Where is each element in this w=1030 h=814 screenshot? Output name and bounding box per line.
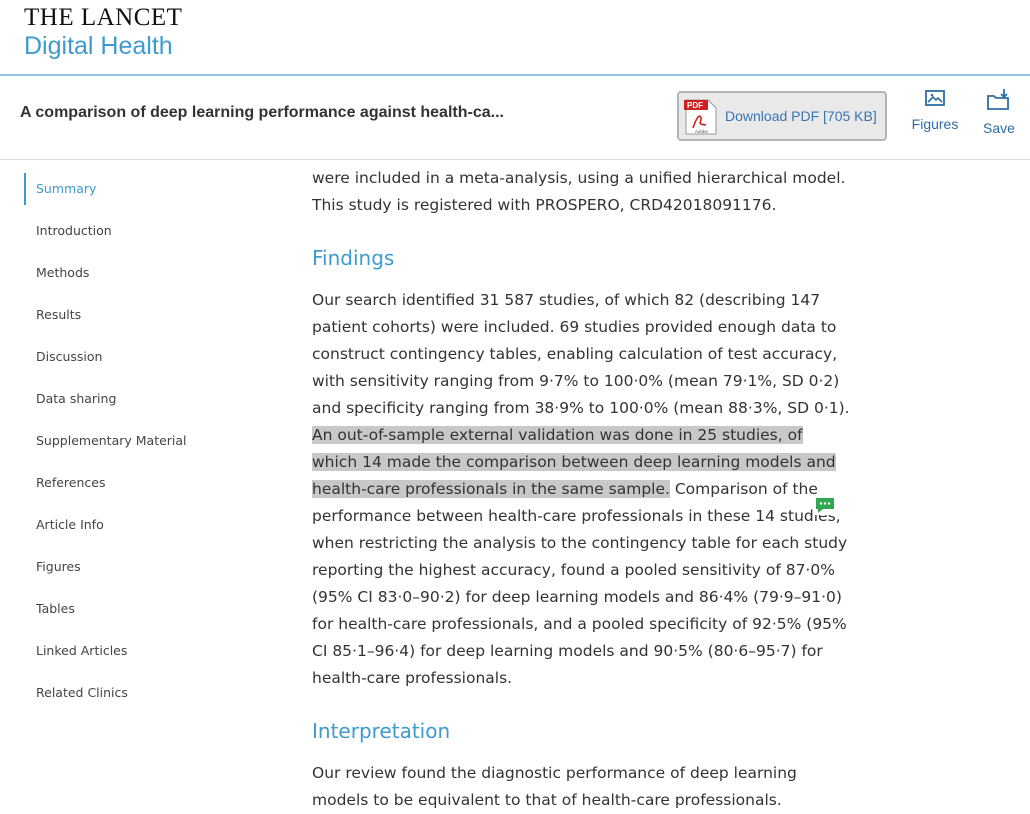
- sidebar-item-data-sharing[interactable]: Data sharing: [36, 391, 117, 406]
- text-line: construct contingency tables, enabling calculation of test accuracy,: [312, 345, 838, 363]
- article-title: A comparison of deep learning performance against health-ca...: [20, 104, 504, 121]
- text-line: Our review found the diagnostic performance of deep learning: [312, 764, 797, 782]
- text-line: were included in a meta-analysis, using a unified hierarchical model.: [312, 169, 846, 187]
- save-label: Save: [983, 120, 1015, 136]
- sidebar-item-article-info[interactable]: Article Info: [36, 517, 104, 532]
- figures-button[interactable]: [908, 88, 962, 132]
- sidebar-item-introduction[interactable]: Introduction: [36, 223, 112, 238]
- download-pdf-button[interactable]: [677, 91, 887, 141]
- text-line: patient cohorts) were included. 69 studies provided enough data to: [312, 318, 837, 336]
- text-line: and specificity ranging from 38·9% to 100·0% (mean 88·3%, SD 0·1).: [312, 399, 850, 417]
- text-line: reporting the highest accuracy, found a pooled sensitivity of 87·0%: [312, 561, 835, 579]
- highlighted-text[interactable]: An out-of-sample external validation was done in 25 studies, of: [312, 426, 803, 444]
- pdf-badge-text: PDF: [687, 101, 703, 110]
- sidebar-item-methods[interactable]: Methods: [36, 265, 90, 280]
- logo-line-1: THE LANCET: [24, 4, 183, 31]
- journal-logo[interactable]: [24, 6, 182, 61]
- save-folder-icon: [986, 88, 1012, 112]
- sidebar-item-discussion[interactable]: Discussion: [36, 349, 103, 364]
- interpretation-heading: Interpretation: [312, 719, 451, 743]
- sidebar-item-references[interactable]: References: [36, 475, 106, 490]
- sidebar-item-figures[interactable]: Figures: [36, 559, 81, 574]
- logo-line-2: Digital Health: [24, 32, 173, 60]
- sidebar-item-results[interactable]: Results: [36, 307, 82, 322]
- text-line: This study is registered with PROSPERO, CRD42018091176.: [312, 196, 777, 214]
- text-line: health-care professionals.: [312, 669, 513, 687]
- image-icon: [924, 88, 946, 108]
- interpretation-paragraph: [312, 760, 832, 814]
- text-fragment: Comparison of the: [669, 480, 818, 498]
- text-line: models to be equivalent to that of health-care professionals.: [312, 791, 782, 809]
- article-summary: [312, 165, 850, 814]
- text-line: performance between health-care professionals in these 14 studies,: [312, 507, 841, 525]
- text-line: for health-care professionals, and a pooled specificity of 92·5% (95%: [312, 615, 847, 633]
- text-line: Our search identified 31 587 studies, of which 82 (describing 147: [312, 291, 821, 309]
- sidebar-item-supplementary-material[interactable]: Supplementary Material: [36, 433, 187, 448]
- methods-paragraph-tail: [312, 165, 846, 219]
- sidebar-item-summary[interactable]: Summary: [24, 173, 224, 205]
- download-pdf-label: Download PDF [705 KB]: [725, 108, 877, 124]
- text-line: with sensitivity ranging from 9·7% to 100·0% (mean 79·1%, SD 0·2): [312, 372, 840, 390]
- pdf-file-icon: [684, 98, 718, 136]
- article-toolbar: [0, 76, 1030, 160]
- text-line: when restricting the analysis to the contingency table for each study: [312, 534, 848, 552]
- findings-heading: Findings: [312, 246, 395, 270]
- sidebar-item-linked-articles[interactable]: Linked Articles: [36, 643, 128, 658]
- sidebar-item-related-clinics[interactable]: Related Clinics: [36, 685, 128, 700]
- sidebar-item-tables[interactable]: Tables: [36, 601, 75, 616]
- figures-label: Figures: [911, 116, 959, 132]
- highlighted-text[interactable]: health-care professionals in the same sample.: [312, 480, 670, 498]
- svg-text:Adobe: Adobe: [695, 129, 709, 134]
- article-sidebar-nav: [24, 168, 224, 714]
- highlighted-text[interactable]: which 14 made the comparison between deep learning models and: [312, 453, 836, 471]
- findings-paragraph: [312, 287, 850, 692]
- text-line: CI 85·1–96·4) for deep learning models and 90·5% (80·6–95·7) for: [312, 642, 823, 660]
- save-button[interactable]: [979, 88, 1019, 136]
- comment-icon[interactable]: [814, 495, 836, 515]
- text-line: (95% CI 83·0–90·2) for deep learning models and 86·4% (79·9–91·0): [312, 588, 842, 606]
